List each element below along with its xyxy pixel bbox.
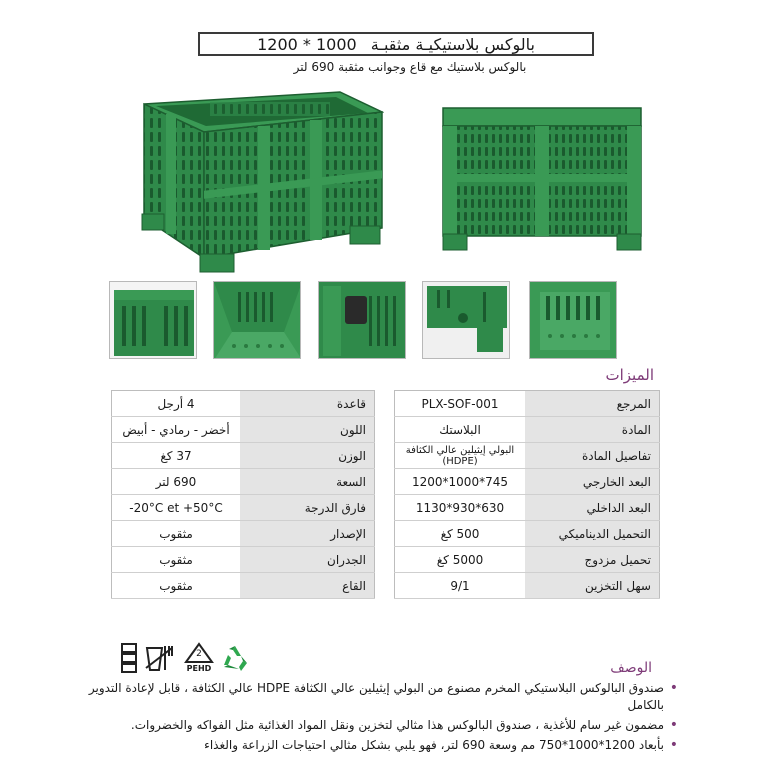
crate-image-front	[441, 106, 643, 252]
table-row	[112, 417, 375, 443]
description-list	[64, 680, 680, 757]
thumbnail-leg[interactable]	[422, 281, 510, 359]
list-item: • مضمون غير سام للأغذية ، صندوق البالوكس هذا مثالي لتخزين ونقل المواد الغذائية مثل الفواكه والخضروات.	[64, 717, 664, 734]
thumbnail-corner[interactable]	[109, 281, 197, 359]
spec-value: 5000 كغ	[395, 547, 526, 573]
pehd-number: 2	[196, 649, 202, 659]
spec-value: 4 أرجل	[112, 391, 241, 417]
table-row	[395, 495, 660, 521]
spec-value-line: البولي إيثيلين عالي الكثافة	[405, 444, 515, 456]
spec-value: 690 لتر	[112, 469, 241, 495]
spec-label: اللون	[240, 417, 375, 443]
table-row	[395, 573, 660, 599]
spec-value: -20°C et +50°C	[112, 495, 241, 521]
table-row	[395, 469, 660, 495]
title-box	[198, 32, 594, 56]
crate-image-perspective	[140, 88, 384, 274]
spec-label: المادة	[525, 417, 660, 443]
spec-value: البلاستك	[395, 417, 526, 443]
table-row	[112, 495, 375, 521]
table-row	[112, 443, 375, 469]
thumbnail-label-plate[interactable]	[318, 281, 406, 359]
spec-label: تفاصيل المادة	[525, 443, 660, 469]
spec-value: 9/1	[395, 573, 526, 599]
spec-label: سهل التخزين	[525, 573, 660, 599]
spec-value: 1130*930*630	[395, 495, 526, 521]
table-row	[112, 469, 375, 495]
spec-value: مثقوب	[112, 521, 241, 547]
spec-label: التحميل الديناميكي	[525, 521, 660, 547]
spec-value: 500 كغ	[395, 521, 526, 547]
page-title: بالوكس بلاستيكيـة مثقبـة	[370, 34, 535, 54]
page-subtitle: بالوكس بلاستيك مع قاع وجوانب مثقبة 690 لتر	[293, 60, 527, 74]
spec-value-line: (HDPE)	[442, 455, 478, 467]
spec-value: 1200*1000*745	[395, 469, 526, 495]
pehd-recycle-icon	[184, 642, 214, 674]
spec-label: الإصدار	[240, 521, 375, 547]
table-row	[395, 417, 660, 443]
spec-value: 37 كغ	[112, 443, 241, 469]
features-heading: الميزات	[605, 366, 654, 384]
title-dimensions: 1200 * 1000	[257, 34, 357, 54]
thumbnail-side[interactable]	[529, 281, 617, 359]
spec-label: السعة	[240, 469, 375, 495]
table-row	[112, 573, 375, 599]
table-row	[112, 521, 375, 547]
table-row	[395, 521, 660, 547]
spec-table-right	[394, 390, 660, 599]
table-row	[112, 547, 375, 573]
thumbnail-interior[interactable]	[213, 281, 301, 359]
table-row	[112, 391, 375, 417]
spec-table-left	[111, 390, 375, 599]
spec-label: القاع	[240, 573, 375, 599]
spec-label: قاعدة	[240, 391, 375, 417]
list-item: • صندوق البالوكس البلاستيكي المخرم مصنوع من البولي إيثيلين عالي الكثافة HDPE عالي الكثافة ، قابل لإعادة التدوير بالكامل	[64, 680, 664, 714]
table-row	[395, 547, 660, 573]
spec-label: البعد الداخلي	[525, 495, 660, 521]
description-heading: الوصف	[610, 660, 652, 676]
table-row	[395, 443, 660, 469]
table-row	[395, 391, 660, 417]
food-safe-icon	[144, 642, 174, 674]
spec-value: أخضر - رمادي - أبيض	[112, 417, 241, 443]
spec-value: PLX-SOF-001	[395, 391, 526, 417]
list-item: • بأبعاد 1200*1000*750 مم وسعة 690 لتر، فهو يلبي بشكل مثالي احتياجات الزراعة والغذاء	[64, 737, 664, 754]
spec-value	[395, 443, 526, 469]
spec-label: الجدران	[240, 547, 375, 573]
spec-label: تحميل مزدوج	[525, 547, 660, 573]
spec-label: الوزن	[240, 443, 375, 469]
pehd-label: PEHD	[186, 664, 212, 673]
stackable-icon	[120, 642, 138, 674]
spec-value: مثقوب	[112, 573, 241, 599]
spec-label: البعد الخارجي	[525, 469, 660, 495]
spec-label: فارق الدرجة	[240, 495, 375, 521]
recycle-icon	[220, 642, 250, 674]
spec-label: المرجع	[525, 391, 660, 417]
spec-value: مثقوب	[112, 547, 241, 573]
